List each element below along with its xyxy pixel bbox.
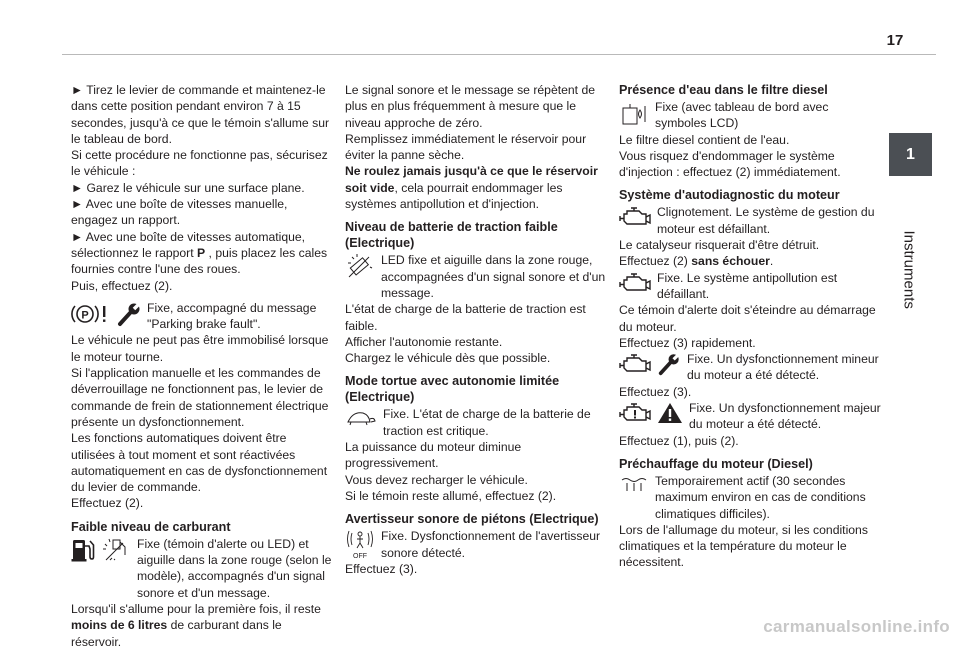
- svg-text:OFF: OFF: [353, 553, 367, 561]
- engine-icon: [619, 352, 651, 376]
- wrench-icon: [657, 352, 681, 376]
- chapter-title: Instruments: [900, 230, 918, 309]
- traction-battery-text: LED fixe et aiguille dans la zone rouge, accompagnées d'un signal sonore et d'un message.: [381, 253, 606, 300]
- column-1: [71, 82, 333, 650]
- pedestrian-horn-text: Fixe. Dysfonctionnement de l'avertisseur sonore détecté.: [381, 529, 601, 560]
- paragraph: Ce témoin d'alerte doit s'éteindre au démarrage du moteur.: [619, 303, 876, 334]
- minor-engine-fault-text: Fixe. Un dysfonctionnement mineur du moteur a été détecté.: [687, 352, 879, 383]
- paragraph: Le signal sonore et le message se répètent de plus en plus fréquemment à mesure que le niveau approche de zéro.: [345, 83, 596, 130]
- paragraph: ► Garez le véhicule sur une surface plane.: [71, 180, 305, 195]
- paragraph: Puis, effectuez (2).: [71, 278, 173, 293]
- paragraph: Si le témoin reste allumé, effectuez (2).: [345, 488, 557, 503]
- fuel-pump-icon: [71, 537, 95, 563]
- fuel-led-icon: [101, 537, 131, 563]
- antipollution-fault-text: Fixe. Le système antipollution est défaillant.: [657, 270, 838, 301]
- paragraph: ► Avec une boîte de vitesses automatique, sélectionnez le rapport P , puis placez les cales fournies contre l'une des roues.: [71, 229, 328, 277]
- paragraph: Vous risquez d'endommager le système d'injection : effectuez (2) immédiatement.: [619, 148, 841, 180]
- water-diesel-text: Fixe (avec tableau de bord avec symboles LCD): [655, 100, 829, 131]
- turtle-mode-text: Fixe. L'état de charge de la batterie de traction est critique.: [383, 407, 591, 438]
- paragraph: Effectuez (2).: [71, 496, 144, 511]
- section-heading-preheating: Préchauffage du moteur (Diesel): [619, 456, 813, 471]
- section-heading-turtle-mode: Mode tortue avec autonomie limitée (Electrique): [345, 374, 560, 405]
- column-3: [619, 82, 881, 571]
- glow-plug-icon: [619, 474, 649, 494]
- parking-brake-text: Fixe, accompagné du message "Parking brake fault".: [147, 300, 317, 332]
- paragraph: ► Tirez le levier de commande et maintenez-le dans cette position pendant environ 7 à 15 secondes, jusqu'à ce que le témoin s'allume sur le tableau de bord.: [71, 83, 330, 146]
- paragraph: Remplissez immédiatement le réservoir pour éviter la panne sèche.: [345, 131, 587, 163]
- section-heading-water-diesel: Présence d'eau dans le filtre diesel: [619, 83, 828, 97]
- section-heading-pedestrian-horn: Avertisseur sonore de piétons (Electrique): [345, 512, 599, 527]
- engine-diagnostic-blinking-text: Clignotement. Le système de gestion du moteur est défaillant.: [657, 205, 875, 236]
- paragraph: Les fonctions automatiques doivent être utilisées à tout moment et sont réactivées automatiquement en cas de dysfonctionnement du levier de commande.: [71, 431, 328, 495]
- paragraph: Effectuez (3).: [619, 384, 692, 399]
- svg-text:P: P: [81, 309, 89, 322]
- paragraph: ► Avec une boîte de vitesses manuelle, engagez un rapport.: [71, 197, 288, 228]
- engine-icon: [619, 271, 651, 295]
- paragraph: Si cette procédure ne fonctionne pas, sécurisez le véhicule :: [71, 148, 328, 179]
- traction-battery-icon: [345, 253, 375, 279]
- fuel-warning-text: Fixe (témoin d'alerte ou LED) et aiguille dans la zone rouge (selon le modèle), accompagnés d'un signal sonore et d'un message.: [137, 536, 332, 600]
- paragraph: Afficher l'autonomie restante.: [345, 334, 503, 349]
- paragraph: Chargez le véhicule dès que possible.: [345, 351, 551, 366]
- page-number: 17: [886, 32, 904, 49]
- warning-triangle-icon: [657, 401, 683, 425]
- section-heading-engine-diagnostic: Système d'autodiagnostic du moteur: [619, 188, 840, 203]
- engine-fault-icon: [619, 401, 651, 425]
- section-heading-traction-battery: Niveau de batterie de traction faible (Electrique): [345, 220, 558, 251]
- preheating-text: Temporairement actif (30 secondes maximum environ en cas de conditions climatiques difficiles).: [655, 473, 866, 521]
- paragraph: Lorsqu'il s'allume pour la première fois, il reste moins de 6 litres de carburant dans le réservoir.: [71, 601, 321, 649]
- wrench-icon: [117, 301, 141, 327]
- paragraph: Effectuez (2) sans échouer.: [619, 254, 774, 269]
- watermark: carmanualsonline.info: [763, 617, 950, 636]
- paragraph: Lors de l'allumage du moteur, si les conditions climatiques et la température du moteur le nécessitent.: [619, 522, 868, 570]
- section-heading-fuel: Faible niveau de carburant: [71, 519, 231, 534]
- paragraph: Effectuez (1), puis (2).: [619, 433, 739, 448]
- paragraph: Le catalyseur risquerait d'être détruit.: [619, 238, 820, 253]
- paragraph: Le véhicule ne peut pas être immobilisé lorsque le moteur tourne.: [71, 333, 329, 364]
- header-rule: [62, 54, 936, 55]
- paragraph: Vous devez recharger le véhicule.: [345, 472, 528, 487]
- pedestrian-horn-off-icon: [345, 529, 375, 561]
- turtle-icon: [345, 407, 377, 429]
- paragraph: Effectuez (3).: [345, 562, 418, 577]
- paragraph: Si l'application manuelle et les commandes de déverrouillage ne fonctionnent pas, le levier de commande de frein de stationnement électrique présente un dysfonctionnement.: [71, 366, 329, 429]
- paragraph: Effectuez (3) rapidement.: [619, 335, 756, 350]
- column-2: [345, 82, 607, 578]
- paragraph: L'état de charge de la batterie de traction est faible.: [345, 302, 586, 333]
- engine-icon: [619, 205, 651, 229]
- paragraph: La puissance du moteur diminue progressivement.: [345, 440, 522, 471]
- chapter-number: 1: [889, 133, 932, 176]
- water-in-diesel-icon: [619, 100, 649, 128]
- parking-brake-warning-icon: [71, 301, 111, 327]
- major-engine-fault-text: Fixe. Un dysfonctionnement majeur du moteur a été détecté.: [689, 401, 881, 432]
- paragraph: Ne roulez jamais jusqu'à ce que le réservoir soit vide, cela pourrait endommager les systèmes antipollution et d'injection.: [345, 164, 598, 212]
- paragraph: Le filtre diesel contient de l'eau.: [619, 132, 790, 147]
